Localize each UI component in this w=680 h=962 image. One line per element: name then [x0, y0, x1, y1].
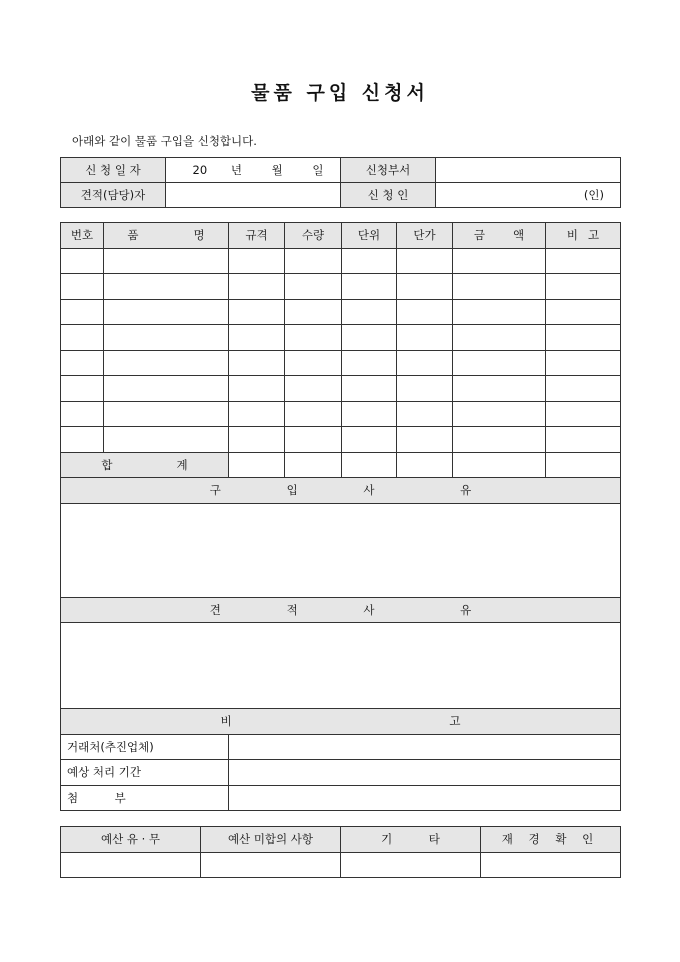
cell-amount[interactable] [453, 325, 546, 351]
col-header-qty: 수량 [285, 223, 342, 249]
cell-item-name[interactable] [104, 350, 229, 376]
finance-confirm-header: 재 경 확 인 [481, 827, 621, 853]
cell-qty[interactable] [285, 401, 342, 427]
cell-no[interactable] [61, 299, 104, 325]
col-header-unit: 단위 [342, 223, 397, 249]
cell-note[interactable] [546, 376, 621, 402]
cell-item-name[interactable] [104, 325, 229, 351]
cell-unit[interactable] [342, 274, 397, 300]
approval-table [60, 826, 621, 878]
date-field[interactable] [166, 158, 341, 183]
cell-no[interactable] [61, 350, 104, 376]
cell-spec[interactable] [229, 248, 285, 274]
cell-note[interactable] [546, 299, 621, 325]
col-header-no: 번호 [61, 223, 104, 249]
vendor-field[interactable] [229, 734, 621, 760]
cell-unit-price[interactable] [397, 248, 453, 274]
cell-unit[interactable] [342, 401, 397, 427]
cell-note[interactable] [546, 350, 621, 376]
remarks-header [61, 709, 621, 735]
cell-spec[interactable] [229, 376, 285, 402]
estimate-reason-header [61, 597, 621, 623]
expected-period-field[interactable] [229, 760, 621, 786]
date-month-unit: 월 [271, 163, 283, 177]
cell-amount[interactable] [453, 401, 546, 427]
cell-unit[interactable] [342, 299, 397, 325]
cell-spec[interactable] [229, 401, 285, 427]
estimate-reason-field[interactable] [61, 623, 621, 709]
cell-item-name[interactable] [104, 248, 229, 274]
date-year-unit: 년 [230, 163, 242, 177]
date-day-unit: 일 [312, 163, 324, 177]
total-cell-amount[interactable] [453, 452, 546, 478]
cell-qty[interactable] [285, 299, 342, 325]
table-row [61, 376, 621, 402]
estimator-label: 견적(담당)자 [61, 183, 166, 208]
cell-no[interactable] [61, 401, 104, 427]
applicant-label: 신 청 인 [341, 183, 436, 208]
applicant-info-table [60, 157, 621, 208]
table-row [61, 274, 621, 300]
col-header-note-2: 고 [588, 228, 600, 243]
total-label-2: 계 [176, 457, 188, 472]
budget-status-field[interactable] [61, 852, 201, 878]
cell-amount[interactable] [453, 248, 546, 274]
cell-amount[interactable] [453, 427, 546, 453]
cell-unit[interactable] [342, 325, 397, 351]
cell-qty[interactable] [285, 248, 342, 274]
date-label: 신 청 일 자 [61, 158, 166, 183]
remarks-char-2: 고 [449, 714, 461, 729]
total-label [61, 452, 229, 478]
col-header-item-name-1: 품 [127, 228, 139, 243]
cell-unit-price[interactable] [397, 325, 453, 351]
cell-unit[interactable] [342, 248, 397, 274]
dept-field[interactable] [436, 158, 621, 183]
purchase-reason-char-3: 사 [363, 483, 375, 498]
items-table [60, 222, 621, 811]
intro-text: 아래와 같이 물품 구입을 신청합니다. [72, 134, 257, 148]
cell-spec[interactable] [229, 427, 285, 453]
cell-qty[interactable] [285, 427, 342, 453]
cell-note[interactable] [546, 248, 621, 274]
purchase-reason-char-1: 구 [209, 483, 221, 498]
attachment-field[interactable] [229, 785, 621, 811]
other-header: 기 타 [341, 827, 481, 853]
dept-label: 신청부서 [341, 158, 436, 183]
cell-unit-price[interactable] [397, 427, 453, 453]
cell-amount[interactable] [453, 376, 546, 402]
cell-spec[interactable] [229, 299, 285, 325]
budget-unagreed-field[interactable] [201, 852, 341, 878]
estimate-reason-char-3: 사 [363, 602, 375, 617]
cell-item-name[interactable] [104, 299, 229, 325]
cell-unit[interactable] [342, 427, 397, 453]
col-header-unit-price: 단가 [397, 223, 453, 249]
seal-mark: (인) [583, 188, 604, 202]
estimate-reason-char-1: 견 [209, 602, 221, 617]
estimate-reason-char-2: 적 [286, 602, 298, 617]
expected-period-label: 예상 처리 기간 [61, 760, 229, 786]
cell-item-name[interactable] [104, 427, 229, 453]
table-row [61, 401, 621, 427]
estimate-reason-char-4: 유 [460, 602, 472, 617]
table-row [61, 350, 621, 376]
table-row [61, 248, 621, 274]
applicant-seal-field[interactable] [436, 183, 621, 208]
table-row [61, 299, 621, 325]
cell-unit-price[interactable] [397, 401, 453, 427]
col-header-spec: 규격 [229, 223, 285, 249]
total-cell-unit[interactable] [342, 452, 397, 478]
total-cell-note[interactable] [546, 452, 621, 478]
col-header-note [546, 223, 621, 249]
remarks-char-1: 비 [220, 714, 232, 729]
date-year-prefix: 20 [192, 163, 208, 177]
cell-unit-price[interactable] [397, 299, 453, 325]
cell-no[interactable] [61, 376, 104, 402]
total-cell-spec[interactable] [229, 452, 285, 478]
cell-spec[interactable] [229, 325, 285, 351]
cell-amount[interactable] [453, 350, 546, 376]
purchase-reason-char-4: 유 [460, 483, 472, 498]
budget-unagreed-header: 예산 미합의 사항 [201, 827, 341, 853]
cell-qty[interactable] [285, 376, 342, 402]
purchase-reason-header [61, 478, 621, 504]
table-row [61, 427, 621, 453]
cell-item-name[interactable] [104, 376, 229, 402]
col-header-item-name-2: 명 [193, 228, 205, 243]
col-header-item-name [104, 223, 229, 249]
attachment-label: 첨 부 [61, 785, 229, 811]
vendor-label: 거래처(추진업체) [61, 734, 229, 760]
cell-unit-price[interactable] [397, 350, 453, 376]
other-field[interactable] [341, 852, 481, 878]
items-header-row [61, 223, 621, 249]
cell-note[interactable] [546, 427, 621, 453]
cell-note[interactable] [546, 401, 621, 427]
cell-qty[interactable] [285, 274, 342, 300]
cell-note[interactable] [546, 274, 621, 300]
cell-no[interactable] [61, 325, 104, 351]
budget-status-header: 예산 유 · 무 [61, 827, 201, 853]
estimator-field[interactable] [166, 183, 341, 208]
cell-unit-price[interactable] [397, 376, 453, 402]
cell-amount[interactable] [453, 274, 546, 300]
cell-no[interactable] [61, 274, 104, 300]
cell-spec[interactable] [229, 350, 285, 376]
cell-spec[interactable] [229, 274, 285, 300]
cell-unit[interactable] [342, 350, 397, 376]
cell-unit[interactable] [342, 376, 397, 402]
cell-qty[interactable] [285, 325, 342, 351]
cell-no[interactable] [61, 427, 104, 453]
total-cell-unit-price[interactable] [397, 452, 453, 478]
col-header-amount [453, 223, 546, 249]
purchase-reason-char-2: 입 [286, 483, 298, 498]
col-header-amount-1: 금 [473, 228, 485, 243]
table-row [61, 325, 621, 351]
total-label-1: 합 [101, 457, 113, 472]
cell-amount[interactable] [453, 299, 546, 325]
document-title: 물품 구입 신청서 [251, 82, 429, 104]
cell-note[interactable] [546, 325, 621, 351]
cell-qty[interactable] [285, 350, 342, 376]
col-header-amount-2: 액 [513, 228, 525, 243]
purchase-reason-field[interactable] [61, 503, 621, 597]
cell-item-name[interactable] [104, 274, 229, 300]
total-cell-qty[interactable] [285, 452, 342, 478]
finance-confirm-field[interactable] [481, 852, 621, 878]
cell-no[interactable] [61, 248, 104, 274]
col-header-note-1: 비 [566, 228, 578, 243]
cell-item-name[interactable] [104, 401, 229, 427]
cell-unit-price[interactable] [397, 274, 453, 300]
